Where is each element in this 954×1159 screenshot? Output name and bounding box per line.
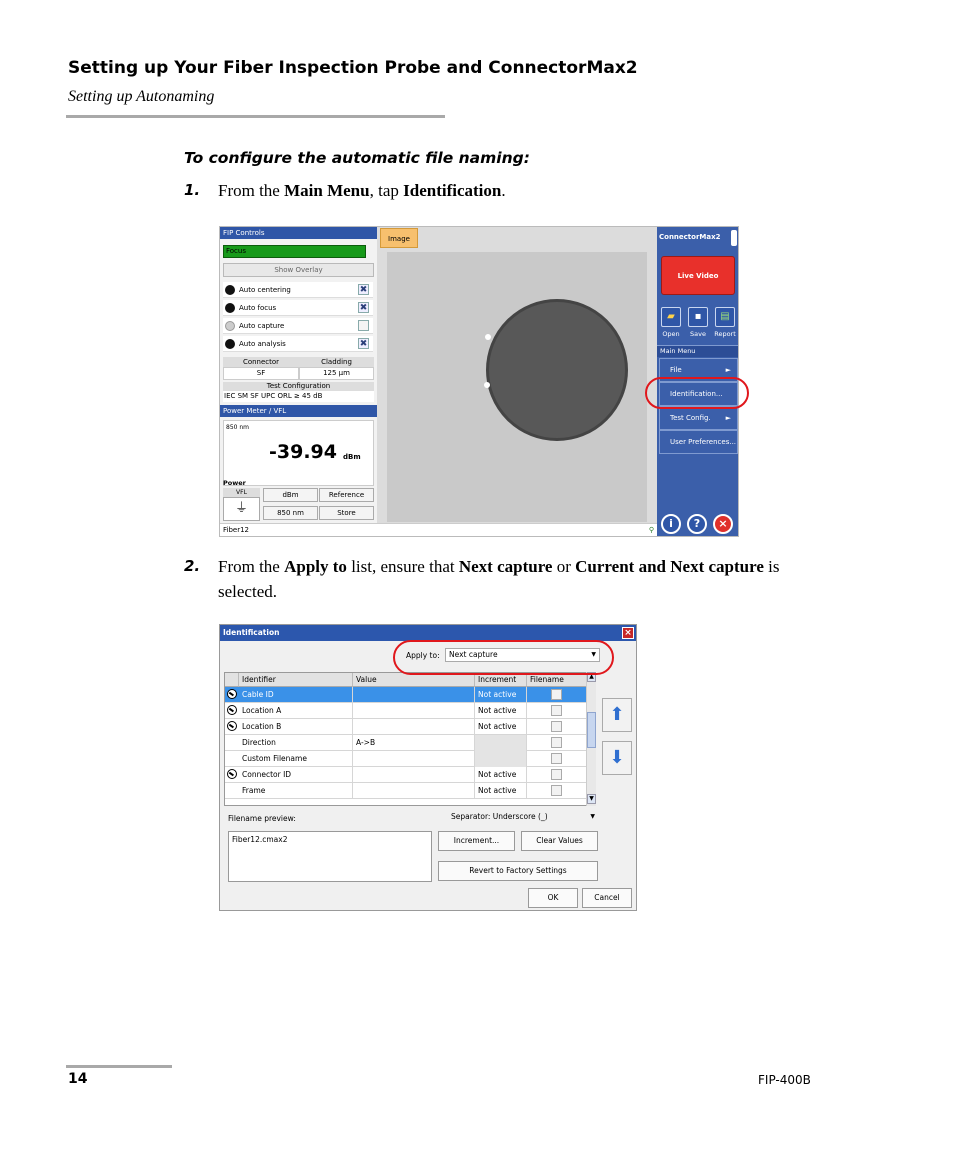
battery-icon	[731, 230, 737, 246]
table-row[interactable]	[225, 687, 587, 703]
power-reading: -39.94	[269, 441, 337, 463]
identifier-cell: Cable ID	[239, 687, 353, 703]
power-meter-header: Power Meter / VFL	[220, 405, 377, 417]
revert-factory-settings-button[interactable]: Revert to Factory Settings	[438, 861, 598, 881]
reference-button[interactable]: Reference	[319, 488, 374, 502]
option-label: Auto centering	[239, 286, 291, 294]
fip-controls-header: FIP Controls	[220, 227, 377, 239]
live-video-button[interactable]: Live Video	[661, 256, 735, 295]
connector-value[interactable]: SF	[223, 367, 299, 380]
step-text: From the	[218, 557, 285, 576]
column-header-icon	[225, 673, 239, 687]
filename-checkbox[interactable]	[551, 737, 562, 748]
filename-checkbox[interactable]	[551, 753, 562, 764]
option-auto-capture[interactable]	[223, 318, 373, 334]
store-button[interactable]: Store	[319, 506, 374, 520]
report-label: Report	[714, 330, 736, 338]
status-dot-icon	[225, 339, 235, 349]
ok-button[interactable]: OK	[528, 888, 578, 908]
fiber-name: Fiber12	[223, 526, 249, 534]
info-icon[interactable]: i	[661, 514, 681, 534]
step-bold: Next capture	[458, 557, 553, 576]
step-text: , tap	[369, 181, 404, 200]
value-cell[interactable]	[353, 751, 475, 767]
connector-label: Connector	[223, 357, 299, 367]
step-text: is selected.	[218, 557, 780, 601]
dialog-title: Identification	[220, 625, 637, 641]
scroll-up-icon[interactable]: ▲	[587, 672, 596, 682]
checkbox-icon[interactable]: ✖	[359, 339, 368, 349]
test-config-label: Test Configuration	[223, 382, 374, 391]
value-cell[interactable]	[353, 783, 475, 799]
step-bold: Current and Next capture	[575, 557, 764, 576]
step-number: 2.	[184, 557, 201, 575]
defect-mark	[485, 334, 491, 340]
wavelength-label: 850 nm	[226, 424, 250, 431]
step-bold: Apply to	[284, 557, 347, 576]
checkbox-icon[interactable]	[358, 320, 369, 331]
step-bold: Main Menu	[284, 181, 370, 200]
dbm-button[interactable]: dBm	[263, 488, 318, 502]
menu-label: Test Config.	[670, 414, 711, 422]
vfl-laser-icon[interactable]: ⏚	[223, 497, 260, 521]
filename-checkbox[interactable]	[551, 785, 562, 796]
step-bold: Identification	[403, 181, 502, 200]
edit-icon[interactable]	[227, 689, 237, 699]
help-icon[interactable]: ?	[687, 514, 707, 534]
filename-preview-value: Fiber12.cmax2	[232, 835, 288, 844]
header-rule	[66, 115, 445, 118]
app-title: ConnectorMax2	[659, 233, 721, 241]
power-meter-display	[223, 420, 374, 486]
arrow-right-icon: ►	[725, 414, 731, 422]
save-label: Save	[690, 330, 706, 338]
focus-bar: Focus	[223, 245, 366, 258]
status-dot-icon	[225, 321, 235, 331]
table-row[interactable]	[225, 783, 587, 799]
fiber-core	[486, 299, 628, 441]
scroll-thumb[interactable]	[587, 712, 596, 748]
exit-icon[interactable]: ×	[713, 514, 733, 534]
identifier-cell: Direction	[239, 735, 353, 751]
identifier-cell: Frame	[239, 783, 353, 799]
status-dot-icon	[225, 285, 235, 295]
option-auto-analysis[interactable]	[223, 336, 373, 352]
step-text: list, ensure that	[346, 557, 459, 576]
identifier-cell: Connector ID	[239, 767, 353, 783]
step-text: .	[501, 181, 506, 200]
menu-label: File	[670, 366, 682, 374]
highlight-ring-apply-to	[393, 640, 614, 675]
option-label: Auto capture	[239, 322, 285, 330]
step-text: or	[552, 557, 576, 576]
move-up-icon[interactable]: ⬆	[602, 698, 632, 732]
menu-item-test-config[interactable]	[659, 406, 738, 430]
vfl-label: VFL	[223, 488, 260, 497]
identifier-table	[224, 672, 596, 806]
defect-mark	[484, 382, 490, 388]
edit-icon[interactable]	[227, 705, 237, 715]
increment-cell[interactable]: Not active	[475, 703, 527, 719]
report-icon[interactable]: ▤	[715, 307, 735, 327]
separator-dropdown[interactable]	[448, 811, 598, 825]
chapter-title: Setting up Your Fiber Inspection Probe and ConnectorMax2	[68, 58, 638, 78]
option-label: Auto focus	[239, 304, 277, 312]
increment-button[interactable]: Increment...	[438, 831, 515, 851]
probe-icon: ⚲	[648, 526, 654, 534]
filename-checkbox[interactable]	[551, 705, 562, 716]
table-row[interactable]	[225, 751, 587, 767]
step-text: From the	[218, 181, 285, 200]
checkbox-icon[interactable]: ✖	[359, 285, 368, 295]
image-view	[377, 227, 657, 523]
table-row[interactable]	[225, 735, 587, 751]
separator-value: Separator: Underscore (_)	[451, 812, 548, 821]
filename-preview-label: Filename preview:	[228, 814, 296, 823]
product-name: FIP-400B	[758, 1073, 811, 1087]
apply-to-value: Next capture	[449, 650, 498, 659]
power-unit: dBm	[343, 453, 361, 461]
highlight-ring-identification	[645, 377, 749, 409]
column-header-filename: Filename	[527, 673, 587, 687]
identifier-cell: Custom Filename	[239, 751, 353, 767]
increment-cell[interactable]: Not active	[475, 719, 527, 735]
arrow-right-icon: ►	[725, 366, 731, 374]
increment-cell[interactable]: Not active	[475, 687, 527, 703]
filename-checkbox[interactable]	[551, 721, 562, 732]
edit-icon[interactable]	[227, 721, 237, 731]
filename-checkbox[interactable]	[551, 689, 562, 700]
close-icon[interactable]: ×	[622, 627, 634, 639]
procedure-title: To configure the automatic file naming:	[184, 149, 530, 167]
value-cell[interactable]	[353, 687, 475, 703]
option-auto-centering[interactable]	[223, 282, 373, 298]
edit-icon[interactable]	[227, 769, 237, 779]
increment-cell[interactable]: Not active	[475, 767, 527, 783]
fiber-image	[387, 252, 647, 522]
option-label: Auto analysis	[239, 340, 286, 348]
column-header-value: Value	[353, 673, 475, 687]
main-menu-label: Main Menu	[657, 345, 739, 357]
chevron-down-icon: ▼	[590, 813, 595, 820]
cancel-button[interactable]: Cancel	[582, 888, 632, 908]
apply-to-label: Apply to:	[406, 651, 440, 660]
tab-image[interactable]: Image	[380, 228, 418, 248]
open-label: Open	[662, 330, 680, 338]
value-cell[interactable]	[353, 719, 475, 735]
identifier-cell: Location B	[239, 719, 353, 735]
filename-preview	[228, 831, 432, 882]
section-subtitle: Setting up Autonaming	[68, 88, 215, 105]
table-scrollbar[interactable]	[586, 672, 596, 806]
chevron-down-icon: ▼	[591, 651, 596, 658]
table-row[interactable]	[225, 767, 587, 783]
page-number: 14	[68, 1071, 88, 1087]
value-cell[interactable]: A->B	[353, 735, 475, 751]
show-overlay-button[interactable]: Show Overlay	[223, 263, 374, 277]
column-header-identifier: Identifier	[239, 673, 353, 687]
clear-values-button[interactable]: Clear Values	[521, 831, 598, 851]
table-row[interactable]	[225, 703, 587, 719]
cladding-value[interactable]: 125 µm	[299, 367, 374, 380]
menu-label: Identification...	[670, 390, 723, 398]
checkbox-icon[interactable]: ✖	[359, 303, 368, 313]
value-cell[interactable]	[353, 703, 475, 719]
menu-label: User Preferences...	[670, 438, 737, 446]
status-dot-icon	[225, 303, 235, 313]
power-label: Power	[223, 479, 246, 487]
increment-cell	[475, 751, 527, 767]
value-cell[interactable]	[353, 767, 475, 783]
status-bar	[220, 523, 657, 537]
step-number: 1.	[184, 181, 201, 199]
folder-icon[interactable]: ▰	[661, 307, 681, 327]
table-row[interactable]	[225, 719, 587, 735]
footer-rule	[66, 1065, 172, 1068]
option-auto-focus[interactable]	[223, 300, 373, 316]
test-config-value[interactable]: IEC SM SF UPC ORL ≥ 45 dB	[223, 391, 374, 402]
increment-cell[interactable]: Not active	[475, 783, 527, 799]
move-down-icon[interactable]: ⬇	[602, 741, 632, 775]
column-header-increment: Increment	[475, 673, 527, 687]
increment-cell	[475, 735, 527, 751]
scroll-down-icon[interactable]: ▼	[587, 794, 596, 804]
wavelength-button[interactable]: 850 nm	[263, 506, 318, 520]
identifier-cell: Location A	[239, 703, 353, 719]
cladding-label: Cladding	[299, 357, 374, 367]
save-icon[interactable]: ▪	[688, 307, 708, 327]
filename-checkbox[interactable]	[551, 769, 562, 780]
fip-controls-panel	[220, 227, 377, 523]
menu-item-user-preferences[interactable]	[659, 430, 738, 454]
step-2	[184, 554, 828, 604]
step-1	[184, 178, 818, 203]
